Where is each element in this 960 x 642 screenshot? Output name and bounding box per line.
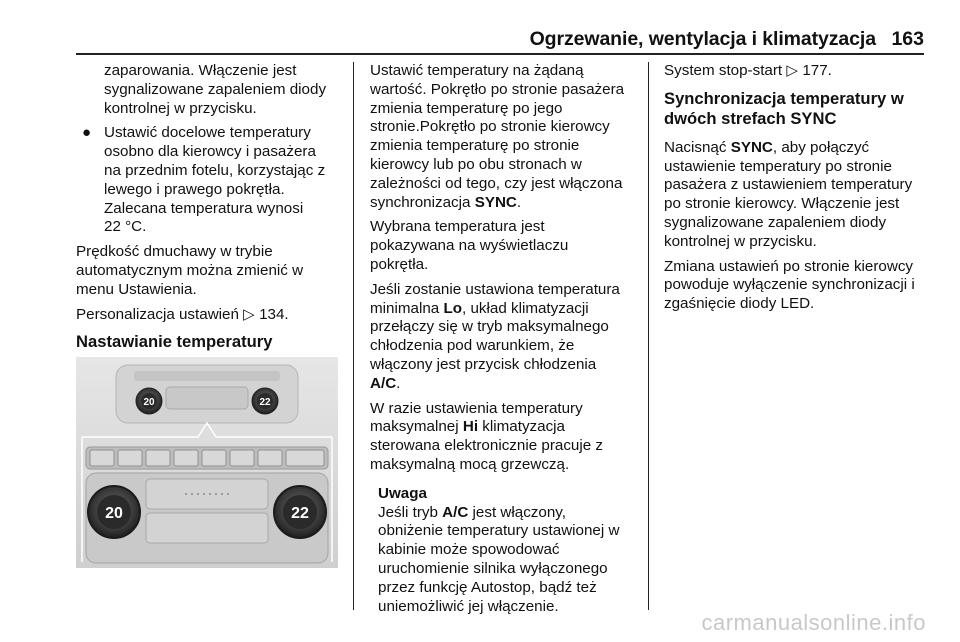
reference-arrow-icon: ▷ — [786, 62, 799, 79]
column-divider — [353, 62, 354, 610]
paragraph: Wybrana temperatura jest pokazywana na wyświetlaczu pokrętła. — [370, 218, 569, 273]
column-3 — [664, 62, 934, 320]
paragraph: Ustawić temperatury na żądaną wartość. Pokrętło po stronie pasażera zmienia temperaturę po jego stronie.Pokrętło po stronie kierowcy zmienia temperaturę po stronie kierowcy lub po obu stronach w zależności od tego, czy jest włączona synchronizacja SYNC. — [370, 62, 625, 211]
paragraph: Prędkość dmuchawy w trybie automatycznym można zmienić w menu Ustawienia. — [76, 243, 304, 298]
reference-arrow-icon: ▷ — [243, 305, 255, 323]
paragraph: Zmiana ustawień po stronie kierowcy powoduje wyłączenie synchronizacji i zgaśnięcie diody LED. — [664, 257, 915, 313]
svg-text:22: 22 — [259, 397, 271, 408]
column-divider — [648, 62, 649, 610]
header-rule — [76, 53, 924, 55]
header-title: Ogrzewanie, wentylacja i klimatyzacja — [529, 28, 876, 50]
section-heading: Nastawianie temperatury — [76, 332, 273, 352]
climate-panel-figure — [76, 357, 338, 568]
paragraph: zaparowania. Włączenie jest sygnalizowane zapaleniem diody kontrolnej w przycisku. — [104, 62, 327, 117]
bullet-item: ● Ustawić docelowe temperatury osobno dla kierowcy i pasażera na przednim fotelu, korzystając z lewego i prawego pokrętła. Zalecana temperatura wynosi 22 °C. — [82, 124, 326, 236]
paragraph: Personalizacja ustawień ▷ 134. — [76, 305, 289, 323]
svg-text:20: 20 — [105, 505, 123, 522]
page-reference[interactable]: 177. — [802, 62, 832, 79]
climate-panel-illustration — [76, 357, 338, 568]
column-2 — [370, 62, 642, 616]
note-box: Uwaga Jeśli tryb A/C jest włączony, obniżenie temperatury ustawionej w kabinie może spowodować uruchomienie silnika wyłączonego przez funkcję Autostop, bądź też uniemożliwić jej włączenie. — [370, 485, 642, 617]
paragraph: System stop-start ▷ 177. — [664, 62, 832, 79]
svg-text:20: 20 — [143, 397, 155, 408]
note-title: Uwaga — [378, 484, 427, 502]
page-reference[interactable]: 134. — [259, 305, 289, 323]
column-1 — [76, 62, 346, 362]
bullet-dot-icon: ● — [82, 124, 92, 142]
paragraph: Jeśli zostanie ustawiona temperatura minimalna Lo, układ klimatyzacji przełączy się w tryb maksymalnego chłodzenia pod warunkiem, że włączony jest przycisk chłodzenia A/C. — [370, 280, 620, 392]
svg-text:22: 22 — [291, 505, 309, 522]
section-heading: Synchronizacja temperatury w dwóch strefach SYNC — [664, 88, 904, 128]
paragraph: Nacisnąć SYNC, aby połączyć ustawienie temperatury po stronie pasażera z ustawieniem temperatury po stronie kierowcy. Włączenie jest sygnalizowane zapaleniem diody kontrolnej w przycisku. — [664, 138, 913, 250]
paragraph: W razie ustawienia temperatury maksymalnej Hi klimatyzacja sterowana elektronicznie pracuje z maksymalną mocą grzewczą. — [370, 399, 603, 473]
watermark-url: carmanualsonline.info — [701, 610, 926, 635]
page-number: 163 — [891, 28, 924, 50]
